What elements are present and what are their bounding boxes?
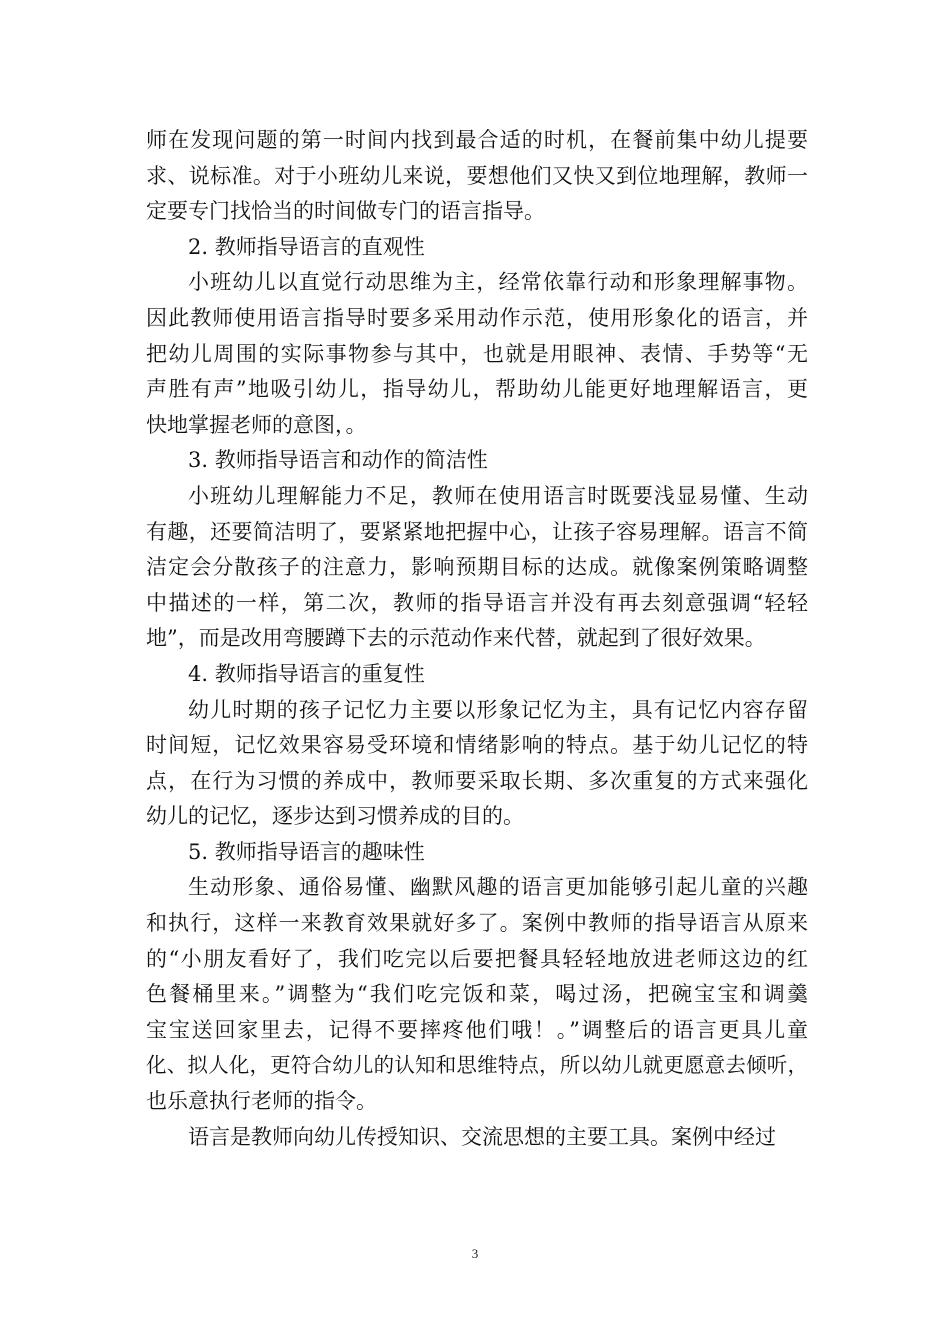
paragraph (146, 265, 808, 443)
text-line: 5. 教师指导语言的趣味性 (188, 839, 425, 864)
text-line: 快地掌握老师的意图，。 (146, 412, 367, 437)
paragraph (146, 870, 808, 1119)
text-line: 和执行，这样一来教育效果就好多了。案例中教师的指导语言从原来 (146, 911, 808, 936)
paragraph (146, 693, 808, 835)
text-line: 点，在行为习惯的养成中，教师要采取长期、多次重复的方式来强化 (146, 768, 808, 793)
text-line: 幼儿时期的孩子记忆力主要以形象记忆为主，具有记忆内容存留 (188, 697, 808, 722)
text-line: 地”，而是改用弯腰蹲下去的示范动作来代替，就起到了很好效果。 (146, 626, 766, 651)
text-line: 化、拟人化，更符合幼儿的认知和思维特点，所以幼儿就更愿意去倾听， (146, 1053, 808, 1078)
text-line: 小班幼儿理解能力不足，教师在使用语言时既要浅显易懂、生动 (188, 483, 808, 508)
text-line: 2. 教师指导语言的直观性 (188, 234, 425, 259)
paragraph (146, 479, 808, 657)
page-number: 3 (471, 1246, 479, 1261)
paragraph (146, 443, 808, 479)
body-text (146, 123, 808, 1155)
text-line: 把幼儿周围的实际事物参与其中，也就是用眼神、表情、手势等“无 (146, 341, 808, 366)
paragraph (146, 1120, 808, 1156)
text-line: 生动形象、通俗易懂、幽默风趣的语言更加能够引起儿童的兴趣 (188, 875, 808, 900)
text-line: 中描述的一样，第二次，教师的指导语言并没有再去刻意强调“轻轻 (146, 590, 808, 615)
paragraph (146, 123, 808, 230)
text-line: 小班幼儿以直觉行动思维为主，经常依靠行动和形象理解事物。 (188, 270, 808, 295)
paragraph (146, 230, 808, 266)
text-line: 求、说标准。对于小班幼儿来说，要想他们又快又到位地理解，教师一 (146, 163, 808, 188)
text-line: 因此教师使用语言指导时要多采用动作示范，使用形象化的语言，并 (146, 305, 808, 330)
paragraph (146, 835, 808, 871)
text-line: 4. 教师指导语言的重复性 (188, 661, 425, 686)
text-line: 定要专门找恰当的时间做专门的语言指导。 (146, 199, 545, 224)
text-line: 宝宝送回家里去，记得不要摔疼他们哦！。”调整后的语言更具儿童 (146, 1017, 808, 1042)
text-line: 也乐意执行老师的指令。 (146, 1089, 377, 1114)
text-line: 时间短，记忆效果容易受环境和情绪影响的特点。基于幼儿记忆的特 (146, 733, 808, 758)
paragraph (146, 657, 808, 693)
text-line: 的“小朋友看好了，我们吃完以后要把餐具轻轻地放进老师这边的红 (146, 946, 808, 971)
text-line: 洁定会分散孩子的注意力，影响预期目标的达成。就像案例策略调整 (146, 555, 808, 580)
text-line: 师在发现问题的第一时间内找到最合适的时机，在餐前集中幼儿提要 (146, 128, 808, 152)
text-line: 声胜有声”地吸引幼儿，指导幼儿，帮助幼儿能更好地理解语言，更 (146, 377, 808, 402)
text-line: 语言是教师向幼儿传授知识、交流思想的主要工具。案例中经过 (188, 1124, 776, 1149)
text-line: 有趣，还要简洁明了，要紧紧地把握中心，让孩子容易理解。语言不简 (146, 519, 808, 544)
text-line: 幼儿的记忆，逐步达到习惯养成的目的。 (146, 804, 524, 829)
text-line: 3. 教师指导语言和动作的简洁性 (188, 448, 488, 473)
text-line: 色餐桶里来。”调整为“我们吃完饭和菜，喝过汤，把碗宝宝和调羹 (146, 982, 808, 1007)
